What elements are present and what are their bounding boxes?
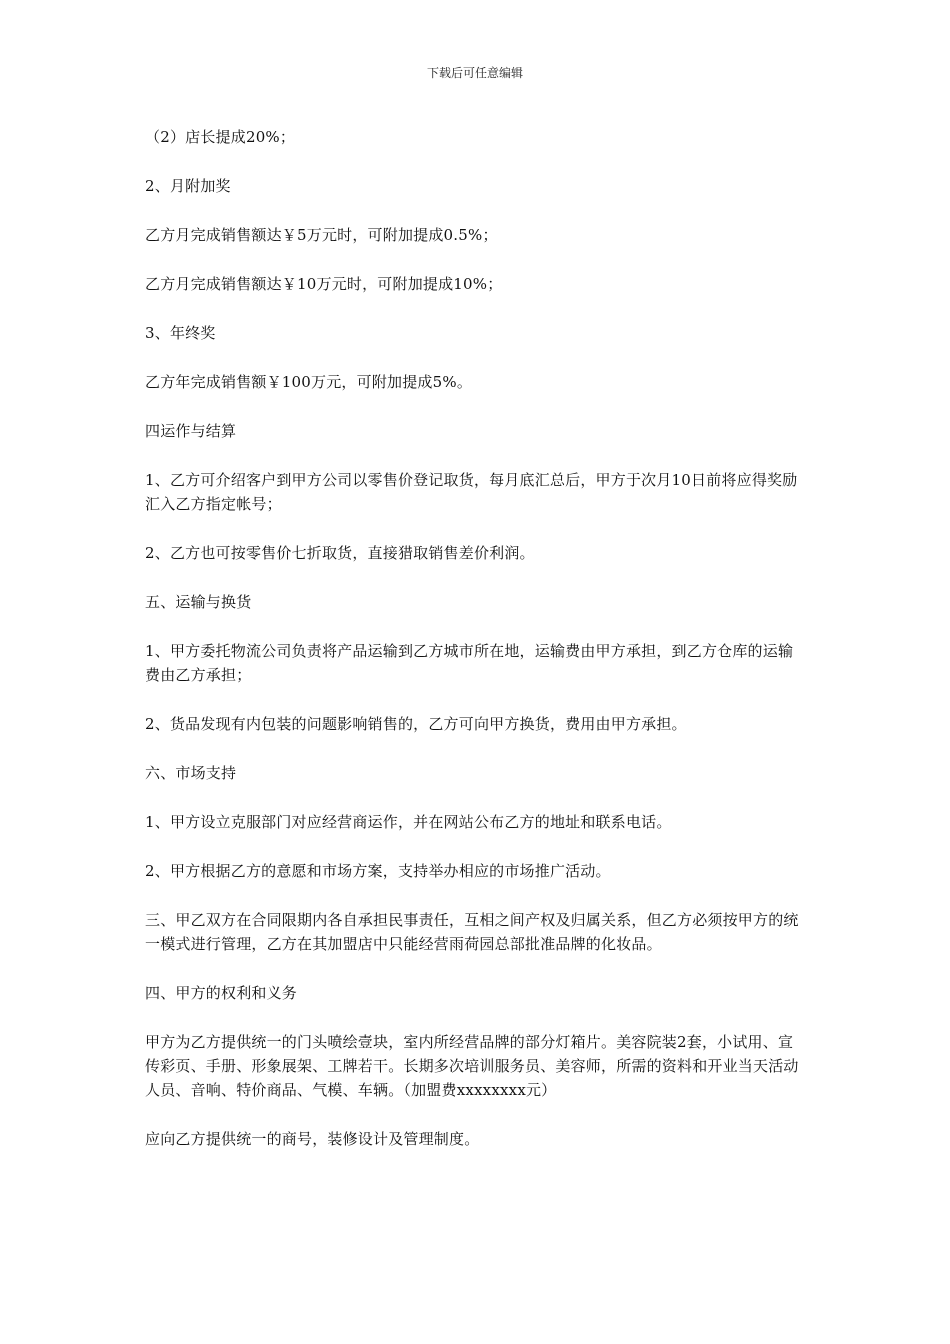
paragraph: （2）店长提成20%； [145, 128, 296, 146]
paragraph: 应向乙方提供统一的商号，装修设计及管理制度。 [145, 1130, 480, 1148]
paragraph: 2、货品发现有内包装的问题影响销售的，乙方可向甲方换货，费用由甲方承担。 [145, 715, 687, 733]
paragraph: 2、甲方根据乙方的意愿和市场方案，支持举办相应的市场推广活动。 [145, 862, 611, 880]
section-heading: 六、市场支持 [145, 764, 237, 782]
paragraph: 1、甲方委托物流公司负责将产品运输到乙方城市所在地，运输费由甲方承担，到乙方仓库的运输费由乙方承担； [145, 642, 794, 684]
paragraph: 乙方年完成销售额￥100万元，可附加提成5%。 [145, 373, 473, 391]
paragraph: 乙方月完成销售额达￥5万元时，可附加提成0.5%； [145, 226, 498, 244]
paragraph: 乙方月完成销售额达￥10万元时，可附加提成10%； [145, 275, 503, 293]
section-heading: 四运作与结算 [145, 422, 237, 440]
section-heading: 2、月附加奖 [145, 177, 231, 195]
paragraph: 1、乙方可介绍客户到甲方公司以零售价登记取货，每月底汇总后，甲方于次月10日前将应得奖励汇入乙方指定帐号； [145, 471, 798, 513]
page-header: 下载后可任意编辑 [426, 66, 523, 80]
section-heading: 3、年终奖 [145, 324, 216, 342]
paragraph: 1、甲方设立克服部门对应经营商运作，并在网站公布乙方的地址和联系电话。 [145, 813, 672, 831]
section-heading: 四、甲方的权利和义务 [145, 984, 298, 1002]
paragraph: 2、乙方也可按零售价七折取货，直接猎取销售差价利润。 [145, 544, 535, 562]
paragraph: 三、甲乙双方在合同限期内各自承担民事责任，互相之间产权及归属关系，但乙方必须按甲方的统一模式进行管理，乙方在其加盟店中只能经营雨荷园总部批准品牌的化妆品。 [145, 911, 799, 953]
paragraph: 甲方为乙方提供统一的门头喷绘壹块，室内所经营品牌的部分灯箱片。美容院装2套，小试用、宣传彩页、手册、形象展架、工牌若干。长期多次培训服务员、美容师，所需的资料和开业当天活动人员、音响、特价商品、气模、车辆。（加盟费xxxxxxxx元） [145, 1033, 799, 1099]
document-body [145, 125, 805, 1151]
section-heading: 五、运输与换货 [145, 593, 252, 611]
